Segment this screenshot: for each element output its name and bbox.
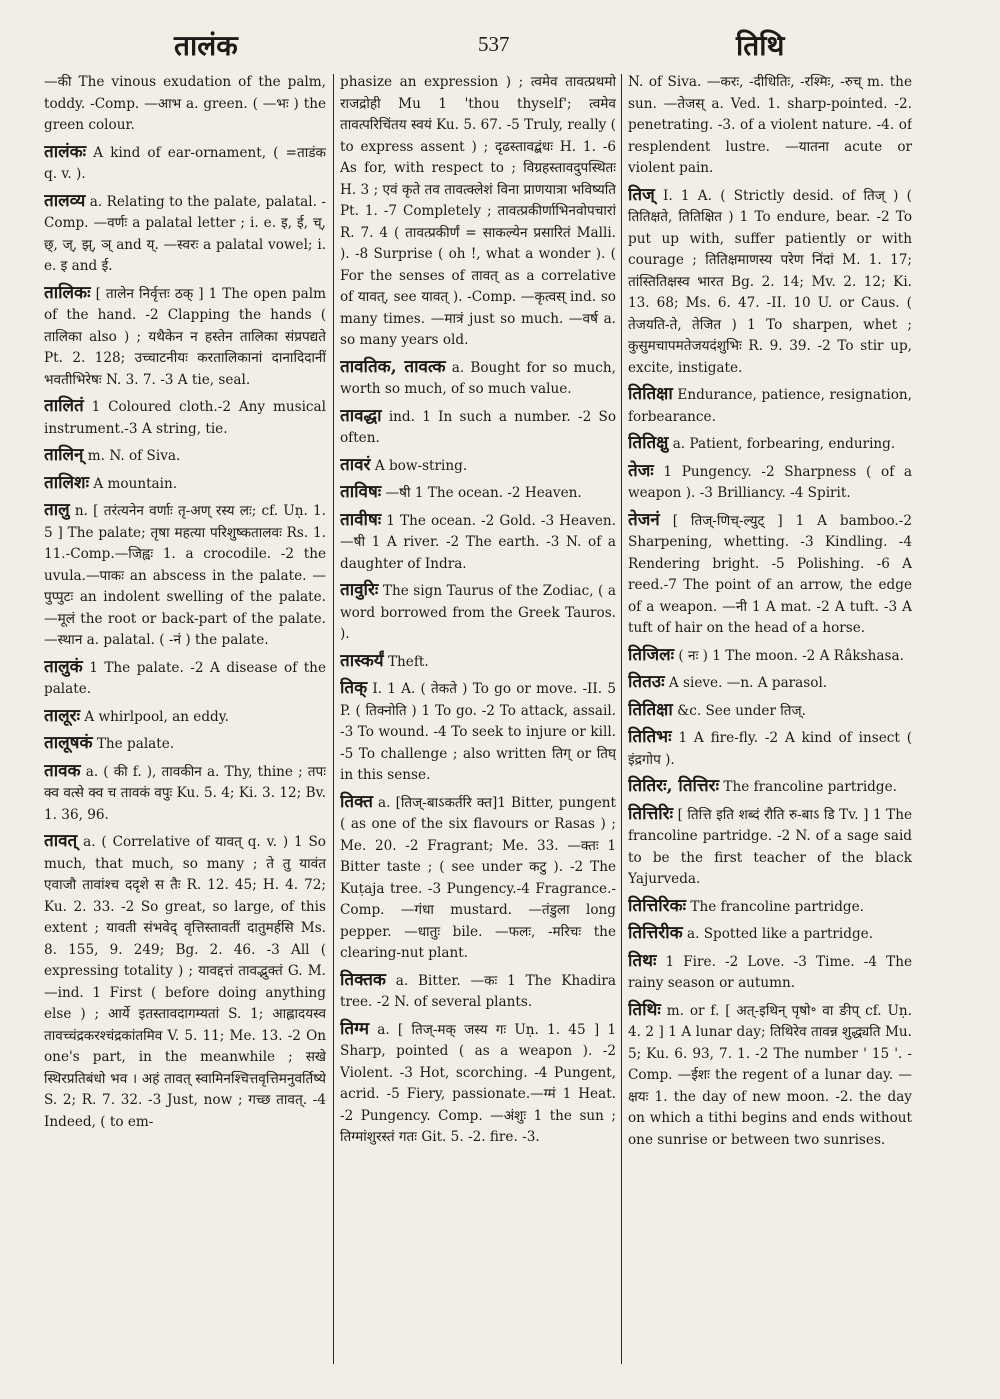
entry-headword: तावीषः xyxy=(340,509,382,530)
header-right-word: तिथि xyxy=(736,29,785,62)
column-2 xyxy=(340,72,616,1372)
entry-definition: 1 Pungency. -2 Sharpness ( of a weapon ). -3 Brilliancy. -4 Spirit. xyxy=(628,463,912,501)
entry-definition: I. 1 A. ( Strictly desid. of तिज् ) ( तितिक्षते, तितिक्षित ) 1 To endure, bear. -2 To put up with, suffer patiently or with courage ; तितिक्षमाणस्य परेण निंदां M. 1. 17; तांस्तितिक्षस्व भारत Bg. 2. 14; Mv. 2. 12; Ki. 13. 68; Ms. 6. 47. -II. 10 U. or Caus. ( तेजयति-ते, तेजित ) 1 To sharpen, whet ; कुसुमचापमतेजयदंशुभिः R. 9. 39. -2 To stir up, excite, instigate. xyxy=(628,187,912,376)
dictionary-entry xyxy=(628,896,912,919)
entry-definition: a. Bitter. —कः 1 The Khadira tree. -2 N. of several plants. xyxy=(340,972,616,1010)
entry-definition: 1 Fire. -2 Love. -3 Time. -4 The rainy season or autumn. xyxy=(628,953,912,991)
dictionary-entry xyxy=(340,580,616,646)
header-left-word: तालंक xyxy=(174,29,238,62)
entry-definition: a. [ तिज्-मक् जस्य गः Uṇ. 1. 45 ] 1 Sharp, pointed ( as a weapon ). -2 Violent. -3 Hot, scorching. -4 Pungent, acrid. -5 Fiery, passionate.—ग्मं 1 Heat. -2 Pungency. Comp. —अंशुः 1 the sun ; तिग्मांशुरस्तं गतः Git. 5. -2. fire. -3. xyxy=(340,1021,616,1145)
dictionary-entry xyxy=(44,500,326,652)
entry-definition: A whirlpool, an eddy. xyxy=(84,708,229,725)
entry-headword: तितिक्षा xyxy=(628,384,673,404)
entry-headword: तेजनं xyxy=(628,509,660,530)
entry-headword: तितिभः xyxy=(628,727,672,747)
dictionary-entry xyxy=(628,433,912,456)
entry-definition: a. Spotted like a partridge. xyxy=(686,926,874,942)
entry-headword: तालिकः xyxy=(44,282,91,303)
entry-definition: a. [तिज्-बाऽकर्तरि क्त]1 Bitter, pungent ( as one of the six flavours or Rasas ) ; Me. 20. -2 Fragrant; Me. 33. —क्तः 1 Bitter taste ; ( see under कटु ). -2 The Kuṭaja tree. -3 Pungency.-4 Fragrance.-Comp. —गंधा mustard. —तंडुला long pepper. —धातुः bile. —फलः, -मरिचः the clearing-nut plant. xyxy=(340,794,616,961)
dictionary-entry xyxy=(340,1019,616,1149)
dictionary-entry xyxy=(44,733,326,756)
page-number: 537 xyxy=(478,32,510,56)
entry-definition: &c. See under तिज्. xyxy=(677,702,806,719)
entry-definition: The sign Taurus of the Zodiac, ( a word borrowed from the Greek Tauros. ). xyxy=(340,583,616,642)
entry-definition: 1 Coloured cloth.-2 Any musical instrument.-3 A string, tie. xyxy=(44,399,326,437)
entry-headword: तालु xyxy=(44,500,70,520)
dictionary-entry xyxy=(340,510,616,576)
entry-headword: तालंकः xyxy=(44,141,87,162)
entry-headword: तितिरः, तित्तिरः xyxy=(628,776,720,796)
entry-definition: A bow-string. xyxy=(374,457,468,474)
entry-definition: 1 A fire-fly. -2 A kind of insect ( इंद्रगोप ). xyxy=(628,730,912,768)
entry-definition: m. or f. [ अत्-इथिन् पृषो॰ वा ङीप् cf. Uṇ. 4. 2 ] 1 A lunar day; तिथिरेव तावन्न शुद्ध्यति Mu. 5; Ku. 6. 93, 7. 1. -2 The number ' 15 '. -Comp. —ईशः the regent of a lunar day. —क्षयः 1. the day of new moon. -2. the day on which a tithi begins and ends without one sunrise or between two sunrises. xyxy=(628,1002,912,1148)
dictionary-entry xyxy=(340,357,616,401)
dictionary-entry xyxy=(44,706,326,729)
entry-definition: —षी 1 The ocean. -2 Heaven. xyxy=(385,485,582,501)
dictionary-entry xyxy=(628,645,912,668)
entry-headword: तावद्धा xyxy=(340,405,382,426)
dictionary-entry xyxy=(628,672,912,695)
entry-definition: [ तालेन निर्वृत्तः ठक् ] 1 The open palm of the hand. -2 Clapping the hands ( तालिका also ) ; यथैकेन न हस्तेन तालिका संप्रपद्यते Pt. 2. 128; उच्चाटनीयः करतालिकानां दानादिदानीं भवतीभिरेषः N. 3. 7. -3 A tie, seal. xyxy=(44,285,326,388)
dictionary-entry xyxy=(340,72,616,352)
entry-definition: I. 1 A. ( तेकते ) To go or move. -II. 5 P. ( तिक्नोति ) 1 To go. -2 To attack, assail. -3 To wound. -4 To seek to injure or kill. -5 To challenge ; also written तिग् or तिघ् in this sense. xyxy=(340,681,616,783)
entry-headword: तावक xyxy=(44,760,81,781)
dictionary-entry xyxy=(628,384,912,428)
column-divider xyxy=(621,74,622,1364)
dictionary-entry xyxy=(628,510,912,640)
entry-definition: Theft. xyxy=(387,653,429,670)
entry-definition: A sieve. —n. A parasol. xyxy=(668,675,828,691)
column-3 xyxy=(628,72,912,1372)
entry-definition: A mountain. xyxy=(93,475,178,492)
entry-headword: तिथः xyxy=(628,950,657,971)
column-divider xyxy=(333,74,334,1364)
dictionary-entry xyxy=(340,651,616,674)
entry-definition: 1 The ocean. -2 Gold. -3 Heaven. —षी 1 A river. -2 The earth. -3 N. of a daughter of Indra. xyxy=(340,512,616,572)
entry-headword: तिज् xyxy=(628,184,655,205)
entry-definition: m. N. of Siva. xyxy=(87,448,181,464)
entry-headword: तितिक्षु xyxy=(628,433,669,453)
entry-headword: तित्तिरिः xyxy=(628,803,674,824)
entry-definition: The francoline partridge. xyxy=(723,779,897,795)
dictionary-entry xyxy=(340,406,616,450)
entry-definition: A kind of ear-ornament, ( =ताडंक q. v. ). xyxy=(44,144,326,182)
dictionary-entry xyxy=(44,72,326,137)
entry-definition: a. ( Correlative of यावत् q. v. ) 1 So much, that much, so many ; ते तु यावंत एवाजौ तावांश्च ददृशे स तैः R. 12. 45; H. 4. 72; Ku. 2. 33. -2 So great, so large, of this extent ; यावती संभवेद् वृत्तिस्तावतीं दातुमर्हसि Ms. 8. 155, 9. 249; Bg. 2. 46. -3 All ( expressing totality ) ; यावद्दत्तं तावद्भुक्तं G. M. —ind. 1 First ( before doing anything else ) ; आर्ये इतस्तावदागम्यतां S. 1; आह्लादयस्व तावच्चंद्रकरश्चंद्रकांतमिव V. 5. 11; Me. 13. -2 On one's part, in the meanwhile ; सखे स्थिरप्रतिबंधो भव । अहं तावत् स्वामिनश्चित्तवृत्तिमनुवर्तिष्ये S. 2; R. 7. 32. -3 Just, now ; गच्छ तावत्. -4 Indeed, ( to em- xyxy=(44,834,326,1130)
entry-headword: तिक्तक xyxy=(340,969,386,990)
dictionary-entry xyxy=(340,970,616,1014)
dictionary-entry xyxy=(44,445,326,468)
dictionary-entry xyxy=(44,283,326,392)
entry-headword: तालिन् xyxy=(44,445,84,465)
dictionary-entry xyxy=(628,700,912,723)
entry-definition: 1 The palate. -2 A disease of the palate. xyxy=(44,659,326,697)
dictionary-entry xyxy=(628,461,912,505)
entry-definition: a. Relating to the palate, palatal. -Comp. —वर्णः a palatal letter ; i. e. इ, ई, च्, छ्, ज्, झ्, ञ् and य्. —स्वरः a palatal vowel; i. e. इ and ई. xyxy=(44,193,326,274)
entry-definition: The francoline partridge. xyxy=(690,898,864,915)
entry-definition: a. ( की f. ), तावकीन a. Thy, thine ; तपः क्व वत्से क्व च तावकं वपुः Ku. 5. 4; Ki. 3. 12; Bv. 1. 36, 96. xyxy=(44,763,326,823)
entry-headword: ताविषः xyxy=(340,482,382,502)
dictionary-entry xyxy=(340,482,616,505)
entry-headword: तितिक्षा xyxy=(628,699,673,720)
dictionary-entry xyxy=(340,678,616,787)
entry-headword: तिथिः xyxy=(628,999,661,1020)
dictionary-entry xyxy=(44,657,326,701)
entry-headword: तित्तिरिकः xyxy=(628,895,687,916)
entry-headword: तालिशः xyxy=(44,472,90,493)
entry-headword: तिक्त xyxy=(340,791,373,812)
dictionary-entry xyxy=(44,396,326,440)
dictionary-entry xyxy=(628,72,912,180)
entry-definition: [ तिज्-णिच्-ल्युट् ] 1 A bamboo.-2 Sharpening, whetting. -3 Kindling. -4 Rendering bright. -5 Polishing. -6 A reed.-7 The point of an arrow, the edge of a weapon. —नी 1 A mat. -2 A tuft. -3 A tuft of hair on the head of a horse. xyxy=(628,512,912,636)
dictionary-entry xyxy=(44,142,326,186)
dictionary-entry xyxy=(44,761,326,827)
entry-headword: तेजः xyxy=(628,460,654,481)
dictionary-entry xyxy=(628,727,912,771)
entry-headword: तावुरिः xyxy=(340,580,379,600)
entry-headword: तित्तिरीक xyxy=(628,923,683,943)
entry-definition: a. Patient, forbearing, enduring. xyxy=(672,436,896,452)
dictionary-entry xyxy=(628,951,912,995)
entry-definition: N. of Siva. —करः, -दीधितिः, -रश्मिः, -रुच् m. the sun. —तेजस् a. Ved. 1. sharp-pointed. -2. penetrating. -3. of a violent nature. -4. of resplendent lustre. —यातना acute or violent pain. xyxy=(628,74,912,176)
dictionary-entry xyxy=(44,191,326,278)
entry-definition: phasize an expression ) ; त्वमेव तावत्प्रथमो राजद्रोही Mu 1 'thou thyself'; त्वमेव तावत्परिचिंतय स्वयं Ku. 5. 67. -5 Truly, really ( to express assent ) ; दृढस्तावद्बंधः H. 1. -6 As for, with respect to ; विग्रहस्तावदुपस्थितः H. 3 ; एवं कृते तव तावत्क्लेशं विना प्राणयात्रा भविष्यति Pt. 1. -7 Completely ; तावत्प्रकीर्णाभिनवोपचारां R. 7. 4 ( तावत्प्रकीर्णं = साकल्येन प्रसारितं Malli. ). -8 Surprise ( oh !, what a wonder ). ( For the senses of तावत् as a correlative of यावत्, see यावत् ). -Comp. —कृत्वस् ind. so many times. —मात्रं just so much. —वर्ष a. so many years old. xyxy=(340,74,616,348)
entry-headword: तालूषकं xyxy=(44,733,93,753)
entry-headword: तिग्म xyxy=(340,1018,370,1039)
entry-headword: तालव्य xyxy=(44,190,86,211)
entry-definition: ( नः ) 1 The moon. -2 A Râkshasa. xyxy=(678,647,904,664)
entry-headword: तालितं xyxy=(44,396,84,416)
dictionary-entry xyxy=(628,776,912,799)
entry-definition: n. [ तरंत्यनेन वर्णाः तृ-अण् रस्य लः; cf. Uṇ. 1. 5 ] The palate; तृषा महत्या परिशुष्कतालवः Rs. 1. 11.-Comp.—जिह्वः 1. a crocodile. -2 the uvula.—पाकः an abscess in the palate. —पुप्पुटः an indolent swelling of the palate. —मूलं the root or back-part of the palate. —स्थान a. palatal. ( -नं ) the palate. xyxy=(44,503,326,648)
entry-definition: Endurance, patience, resignation, forbearance. xyxy=(628,387,912,425)
entry-definition: a. Bought for so much, worth so much, of so much value. xyxy=(340,359,616,397)
dictionary-entry xyxy=(628,185,912,380)
dictionary-entry xyxy=(628,923,912,946)
entry-headword: तिजिलः xyxy=(628,644,675,665)
entry-headword: तालूरः xyxy=(44,705,81,726)
dictionary-entry xyxy=(628,1000,912,1152)
dictionary-entry xyxy=(44,473,326,496)
entry-definition: [ तित्ति इति शब्दं रौति रु-बाऽ डि Tv. ] 1 The francoline partridge. -2 N. of a sage said to be the first teacher of the black Yajurveda. xyxy=(628,806,912,887)
dictionary-entry xyxy=(628,804,912,891)
entry-headword: तावतिक, तावत्क xyxy=(340,356,446,377)
entry-definition: The palate. xyxy=(96,736,175,752)
entry-headword: तावत् xyxy=(44,831,78,851)
column-1 xyxy=(44,72,326,1372)
entry-definition: ind. 1 In such a number. -2 So often. xyxy=(340,408,616,446)
entry-definition: —की The vinous exudation of the palm, toddy. -Comp. —आभ a. green. ( —भः ) the green colour. xyxy=(44,74,326,133)
entry-headword: तालुकं xyxy=(44,656,83,677)
dictionary-entry xyxy=(340,792,616,965)
dictionary-entry xyxy=(340,455,616,478)
entry-headword: तिक् xyxy=(340,678,368,698)
entry-headword: तास्कर्यं xyxy=(340,650,384,671)
entry-headword: तावरं xyxy=(340,454,371,475)
entry-headword: तितउः xyxy=(628,672,665,692)
dictionary-entry xyxy=(44,831,326,1133)
